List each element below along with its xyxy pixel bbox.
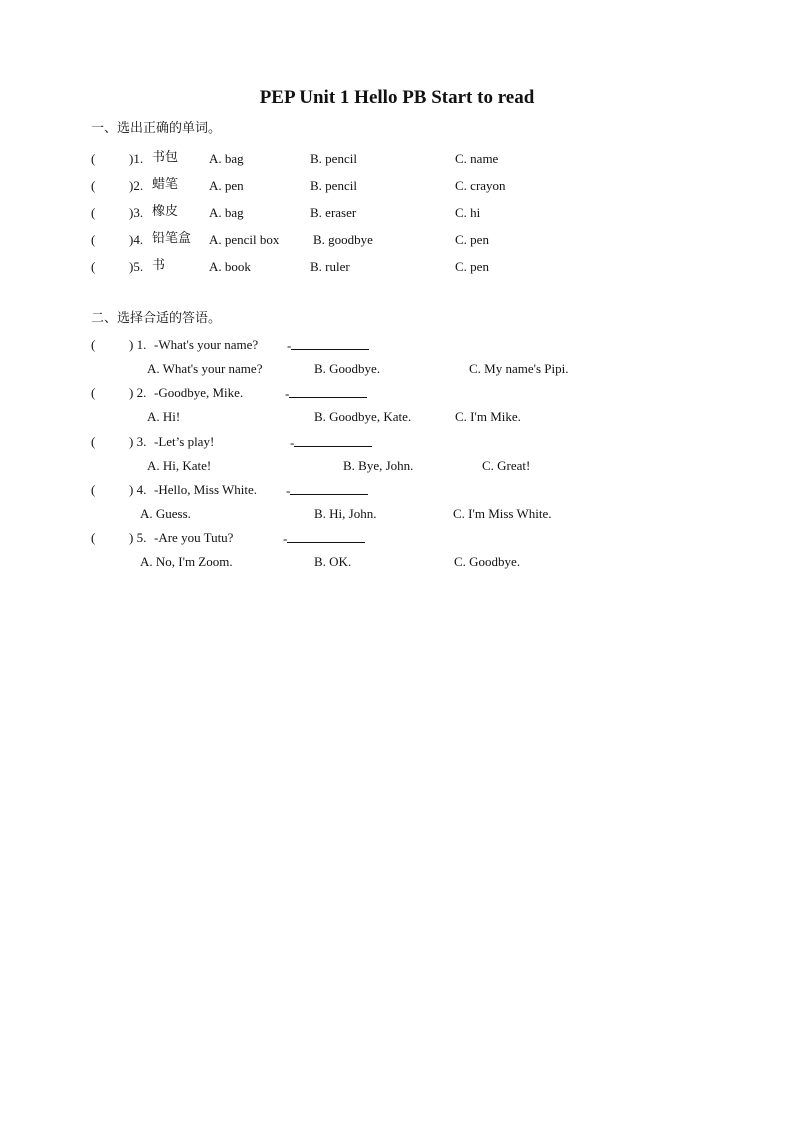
option-a: A. What's your name? — [147, 361, 263, 376]
option-c: C. crayon — [455, 178, 506, 193]
option-a: A. bag — [209, 151, 244, 166]
answer-paren-open: ( — [91, 482, 96, 497]
answer-paren-open: ( — [91, 434, 96, 449]
answer-blank — [291, 338, 369, 350]
answer-blank — [287, 531, 365, 543]
response-dash — [283, 531, 365, 545]
option-a: A. pencil box — [209, 232, 280, 247]
question-number: )3. — [129, 205, 144, 220]
answer-paren-open: ( — [91, 530, 96, 545]
option-c: C. My name's Pipi. — [469, 361, 569, 376]
answer-paren-open: ( — [91, 232, 96, 247]
dialogue-prompt: -Are you Tutu? — [154, 530, 234, 545]
question-number: ) 1. — [129, 337, 147, 352]
dialogue-prompt: -Hello, Miss White. — [154, 482, 258, 497]
chinese-word: 书 — [152, 258, 166, 273]
answer-paren-open: ( — [91, 205, 96, 220]
option-c: C. pen — [455, 259, 489, 274]
question-number: )4. — [129, 232, 144, 247]
response-dash — [287, 338, 369, 352]
option-b: B. pencil — [310, 151, 357, 166]
response-dash-text: - — [287, 338, 292, 353]
response-dash-text: - — [285, 386, 290, 401]
option-b: B. OK. — [314, 554, 352, 569]
option-c: C. hi — [455, 205, 481, 220]
response-dash — [286, 483, 368, 497]
option-c: C. Goodbye. — [454, 554, 521, 569]
chinese-word: 书包 — [152, 150, 179, 165]
chinese-word: 橡皮 — [152, 204, 179, 219]
response-dash-text: - — [283, 531, 288, 546]
option-c: C. name — [455, 151, 499, 166]
response-dash — [285, 386, 367, 400]
dialogue-prompt: -Let’s play! — [154, 434, 215, 449]
option-a: A. Hi! — [147, 409, 181, 424]
answer-paren-open: ( — [91, 178, 96, 193]
option-a: A. No, I'm Zoom. — [140, 554, 233, 569]
response-dash-text: - — [286, 483, 291, 498]
question-number: )5. — [129, 259, 144, 274]
response-dash-text: - — [290, 435, 295, 450]
option-a: A. bag — [209, 205, 244, 220]
answer-blank — [290, 483, 368, 495]
chinese-word: 铅笔盒 — [152, 231, 192, 246]
answer-blank — [294, 435, 372, 447]
dialogue-prompt: -What's your name? — [154, 337, 259, 352]
question-number: ) 3. — [129, 434, 147, 449]
answer-blank — [289, 386, 367, 398]
option-b: B. Goodbye, Kate. — [314, 409, 412, 424]
answer-paren-open: ( — [91, 259, 96, 274]
option-a: A. book — [209, 259, 251, 274]
section-heading-part1: 一、选出正确的单词。 — [91, 121, 222, 136]
option-b: B. goodbye — [313, 232, 373, 247]
response-dash — [290, 435, 372, 449]
option-b: B. Bye, John. — [343, 458, 414, 473]
option-b: B. pencil — [310, 178, 357, 193]
chinese-word: 蜡笔 — [152, 177, 179, 192]
option-b: B. ruler — [310, 259, 350, 274]
option-b: B. Hi, John. — [314, 506, 377, 521]
page-title: PEP Unit 1 Hello PB Start to read — [259, 87, 535, 108]
answer-paren-open: ( — [91, 151, 96, 166]
option-a: A. Guess. — [140, 506, 191, 521]
question-number: ) 5. — [129, 530, 147, 545]
dialogue-prompt: -Goodbye, Mike. — [154, 385, 244, 400]
question-number: )1. — [129, 151, 144, 166]
option-a: A. pen — [209, 178, 244, 193]
question-number: ) 4. — [129, 482, 147, 497]
section-heading-part2: 二、选择合适的答语。 — [91, 311, 222, 326]
option-b: B. Goodbye. — [314, 361, 381, 376]
question-number: ) 2. — [129, 385, 147, 400]
question-number: )2. — [129, 178, 144, 193]
option-c: C. I'm Mike. — [455, 409, 521, 424]
option-a: A. Hi, Kate! — [147, 458, 212, 473]
answer-paren-open: ( — [91, 385, 96, 400]
option-c: C. Great! — [482, 458, 531, 473]
option-c: C. pen — [455, 232, 489, 247]
option-b: B. eraser — [310, 205, 357, 220]
option-c: C. I'm Miss White. — [453, 506, 552, 521]
answer-paren-open: ( — [91, 337, 96, 352]
